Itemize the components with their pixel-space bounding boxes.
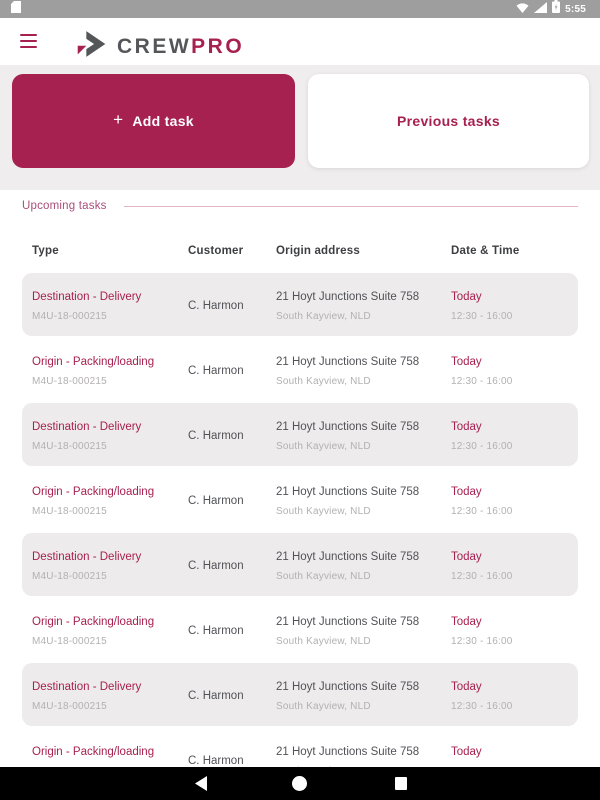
column-header-type: Type: [32, 245, 59, 257]
task-customer: C. Harmon: [188, 495, 244, 507]
task-reference: M4U-18-000215: [32, 571, 107, 582]
logo-arrow-icon: [76, 29, 107, 64]
task-origin-city: South Kayview, NLD: [276, 701, 371, 712]
task-origin-cell: [276, 273, 419, 336]
app-header: [0, 18, 600, 65]
task-customer: C. Harmon: [188, 430, 244, 442]
task-time: 12:30 - 16:00: [451, 506, 513, 517]
task-type-cell: [32, 338, 154, 401]
home-circle-icon: [292, 776, 307, 791]
section-header: [22, 200, 578, 212]
brand-wordmark: [117, 32, 244, 62]
task-origin-address: 21 Hoyt Junctions Suite 758: [276, 551, 420, 563]
brand-pro: PRO: [191, 34, 245, 58]
table-row[interactable]: [22, 663, 578, 726]
task-type-link[interactable]: Origin - Packing/loading: [32, 746, 155, 758]
task-type-cell: [32, 468, 154, 531]
task-date: Today: [451, 486, 482, 498]
table-row[interactable]: [22, 468, 578, 531]
recents-square-icon: [395, 777, 407, 790]
task-origin-city: South Kayview, NLD: [276, 636, 371, 647]
task-customer: C. Harmon: [188, 560, 244, 572]
task-type-cell: [32, 663, 141, 726]
task-type-link[interactable]: Destination - Delivery: [32, 551, 142, 563]
add-task-label: Add task: [132, 113, 194, 129]
task-time: 12:30 - 16:00: [451, 571, 513, 582]
recents-button[interactable]: [393, 776, 408, 791]
app-logo: [76, 29, 244, 64]
task-date: Today: [451, 616, 482, 628]
task-date-cell: [451, 663, 513, 726]
task-reference: M4U-18-000215: [32, 636, 107, 647]
task-customer: C. Harmon: [188, 755, 244, 767]
task-reference: M4U-18-000215: [32, 701, 107, 712]
task-customer: C. Harmon: [188, 365, 244, 377]
plus-icon: +: [113, 110, 124, 129]
status-right-cluster: [516, 0, 586, 18]
task-type-link[interactable]: Origin - Packing/loading: [32, 616, 155, 628]
task-date: Today: [451, 681, 482, 693]
task-date-cell: [451, 598, 513, 661]
task-date-cell: [451, 273, 513, 336]
wifi-icon: [516, 0, 529, 18]
task-origin-cell: [276, 338, 419, 401]
table-row[interactable]: [22, 273, 578, 336]
task-type-cell: [32, 273, 141, 336]
task-date: Today: [451, 551, 482, 563]
task-date: Today: [451, 356, 482, 368]
table-row[interactable]: [22, 403, 578, 466]
task-time: 12:30 - 16:00: [451, 311, 513, 322]
task-list: [22, 273, 578, 793]
back-button[interactable]: [193, 776, 208, 791]
task-origin-cell: [276, 533, 419, 596]
task-reference: M4U-18-000215: [32, 506, 107, 517]
task-origin-cell: [276, 598, 419, 661]
previous-tasks-label: Previous tasks: [396, 113, 501, 129]
task-origin-address: 21 Hoyt Junctions Suite 758: [276, 486, 420, 498]
task-reference: M4U-18-000215: [32, 376, 107, 387]
task-reference: M4U-18-000215: [32, 311, 107, 322]
sim-card-icon: [11, 0, 21, 18]
task-time: 12:30 - 16:00: [451, 636, 513, 647]
task-type-cell: [32, 403, 141, 466]
task-date: Today: [451, 421, 482, 433]
task-date: Today: [451, 746, 482, 758]
task-origin-address: 21 Hoyt Junctions Suite 758: [276, 681, 420, 693]
table-row[interactable]: [22, 533, 578, 596]
task-origin-address: 21 Hoyt Junctions Suite 758: [276, 746, 420, 758]
task-type-cell: [32, 598, 154, 661]
task-time: 12:30 - 16:00: [451, 376, 513, 387]
task-origin-city: South Kayview, NLD: [276, 571, 371, 582]
task-origin-city: South Kayview, NLD: [276, 311, 371, 322]
task-origin-city: South Kayview, NLD: [276, 441, 371, 452]
task-origin-address: 21 Hoyt Junctions Suite 758: [276, 291, 420, 303]
brand-crew: CREW: [117, 34, 192, 58]
add-task-button[interactable]: [12, 74, 295, 168]
task-origin-address: 21 Hoyt Junctions Suite 758: [276, 421, 420, 433]
task-origin-cell: [276, 468, 419, 531]
section-title: Upcoming tasks: [22, 200, 107, 212]
task-origin-address: 21 Hoyt Junctions Suite 758: [276, 356, 420, 368]
task-origin-city: South Kayview, NLD: [276, 506, 371, 517]
home-button[interactable]: [292, 776, 307, 791]
section-divider: [124, 206, 578, 207]
battery-charging-icon: [552, 0, 560, 18]
task-origin-cell: [276, 403, 419, 466]
status-bar: [0, 0, 600, 18]
table-row[interactable]: [22, 338, 578, 401]
task-date-cell: [451, 468, 513, 531]
task-type-cell: [32, 533, 141, 596]
column-header-customer: Customer: [188, 245, 244, 257]
status-time: 5:55: [565, 3, 586, 15]
table-row[interactable]: [22, 598, 578, 661]
table-header: [0, 245, 600, 259]
task-date-cell: [451, 403, 513, 466]
task-date-cell: [451, 338, 513, 401]
task-customer: C. Harmon: [188, 625, 244, 637]
menu-icon[interactable]: [20, 34, 37, 48]
action-bar: [0, 65, 600, 190]
task-customer: C. Harmon: [188, 300, 244, 312]
previous-tasks-button[interactable]: [308, 74, 589, 168]
task-date: Today: [451, 291, 482, 303]
task-type-link[interactable]: Origin - Packing/loading: [32, 356, 155, 368]
task-origin-address: 21 Hoyt Junctions Suite 758: [276, 616, 420, 628]
task-time: 12:30 - 16:00: [451, 701, 513, 712]
task-type-link[interactable]: Destination - Delivery: [32, 421, 142, 433]
task-origin-city: South Kayview, NLD: [276, 376, 371, 387]
cell-signal-icon: [534, 0, 547, 18]
task-type-link[interactable]: Destination - Delivery: [32, 681, 142, 693]
column-header-date-time: Date & Time: [451, 245, 520, 257]
android-nav-bar: [0, 767, 600, 800]
task-type-link[interactable]: Origin - Packing/loading: [32, 486, 155, 498]
task-reference: M4U-18-000215: [32, 441, 107, 452]
task-type-link[interactable]: Destination - Delivery: [32, 291, 142, 303]
column-header-origin-address: Origin address: [276, 245, 360, 257]
task-customer: C. Harmon: [188, 690, 244, 702]
task-origin-cell: [276, 663, 419, 726]
task-date-cell: [451, 533, 513, 596]
task-time: 12:30 - 16:00: [451, 441, 513, 452]
